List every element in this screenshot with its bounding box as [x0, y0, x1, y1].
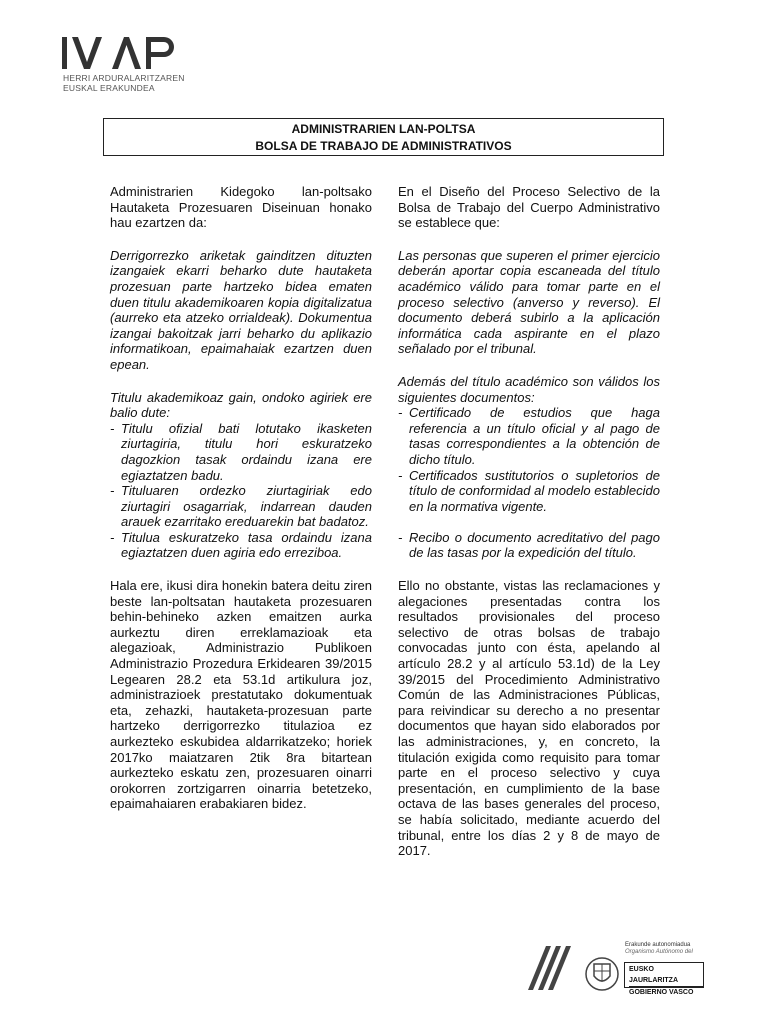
paragraph: Además del título académico son válidos los siguientes documentos:	[398, 373, 660, 405]
list-item: - Recibo o documento acreditativo del pago de las tasas por la expedición del título.	[398, 530, 660, 561]
ivap-logo-mark	[62, 36, 180, 70]
list-item: - Certificados sustitutorios o supletorios de título de conformidad al modelo establecido en la normativa vigente.	[398, 468, 660, 515]
document-list	[110, 421, 372, 561]
column-basque	[110, 184, 372, 829]
coat-of-arms-icon	[585, 956, 619, 997]
gov-name-basque: EUSKO JAURLARITZA	[629, 964, 703, 987]
logo-subtitle-line2: EUSKAL ERAKUNDEA	[63, 83, 155, 93]
list-item: - Certificado de estudios que haga referencia a un título oficial y al pago de tasas correspondientes a la obtención de dicho título.	[398, 405, 660, 467]
paragraph: En el Diseño del Proceso Selectivo de la Bolsa de Trabajo del Cuerpo Administrativo se establece que:	[398, 184, 660, 231]
ivap-logo	[62, 36, 180, 75]
list-item: - Titulua eskuratzeko tasa ordaindu izana egiaztatzen duen agiria edo erreziboa.	[110, 530, 372, 561]
slash-logo-icon	[528, 940, 582, 997]
title-spanish: BOLSA DE TRABAJO DE ADMINISTRATIVOS	[255, 139, 512, 153]
autonomous-organism-label	[625, 942, 693, 956]
title-basque: ADMINISTRARIEN LAN-POLTSA	[291, 122, 476, 136]
paragraph: Derrigorrezko ariketak gainditzen dituzten izangaiek ekarri beharko dute hautaketa prozesuan parte hartzeko bidea ematen duen titulu akademikoaren kopia digitalizatua (aurreko eta atzeko orrialdeak). Dokumentua izangai bakoitzak jarri beharko du aplikazio informatikoan, epaimahaiak ezartzen duen epean.	[110, 247, 372, 372]
paragraph: Las personas que superen el primer ejercicio deberán aportar copia escaneada del título académico válido para tomar parte en el proceso selectivo (anverso y reverso). El documento deberá subirlo a la aplicación informática cada aspirante en el plazo señalado por el tribunal.	[398, 247, 660, 357]
list-item: - Titulu ofizial bati lotutako ikasketen ziurtagiria, titulu hori eskuratzeko dagozkion tasak ordaindu izana ere egiaztatzen badu.	[110, 421, 372, 483]
column-spanish	[398, 184, 660, 876]
paragraph: Titulu akademikoaz gain, ondoko agiriek ere balio dute:	[110, 389, 372, 421]
org-label-basque: Erakunde autonomiadua	[625, 942, 691, 948]
logo-subtitle-line1: HERRI ARDURALARITZAREN	[63, 73, 185, 83]
paragraph: Hala ere, ikusi dira honekin batera deitu ziren beste lan-poltsatan hautaketa prozesuaren behin-behineko azken emaitzen aurka aurkeztu diren erreklamazioak eta alegazioak, Administrazio Publikoen Administrazio Prozedura Erkidearen 39/2015 Legearen 28.2 eta 53.1d artikulura joz, administrazioek prestatutako dokumentuak eta, zehazki, hautaketa-prozesuan parte hartzeko derrigorrezko titulazioa ez aurkezteko eskubidea aldarrikatzeko; horiek 2017ko maiatzaren 2tik 8ra bitartean aurkezteko eskatu zen, prozesuaren oinarri orokorren zortzigarren oinarria betetzeko, epaimahaiaren erabakiaren bidez.	[110, 578, 372, 812]
logo-subtitle	[63, 73, 185, 93]
org-label-spanish: Organismo Autónomo del	[625, 949, 693, 955]
paragraph: Administrarien Kidegoko lan-poltsako Hautaketa Prozesuaren Diseinuan honako hau ezartzen da:	[110, 184, 372, 231]
document-list	[398, 405, 660, 561]
document-title	[103, 118, 664, 156]
paragraph: Ello no obstante, vistas las reclamaciones y alegaciones presentadas contra los resultados provisionales del proceso selectivo de otras bolsas de trabajo convocadas junto con ésta, apelando al artículo 28.2 y al artículo 53.1d) de la Ley 39/2015 del Procedimiento Administrativo Común de las Administraciones Públicas, para reivindicar su derecho a no presentar documentos que hayan sido elaborados por las administraciones, y, en concreto, la titulación exigida como requisito para tomar parte en el proceso selectivo y cuya presentación, en cumplimiento de la base octava de las bases generales del proceso, se había solicitado, mediante acuerdo del tribunal, entre los días 2 y 8 de mayo de 2017.	[398, 578, 660, 859]
basque-government-logo	[624, 962, 704, 996]
list-item: - Tituluaren ordezko ziurtagiriak edo ziurtagiri osagarriak, indarrean dauden arauek ezarritako ereduarekin bat badatoz.	[110, 483, 372, 530]
gov-name-spanish: GOBIERNO VASCO	[629, 989, 694, 996]
